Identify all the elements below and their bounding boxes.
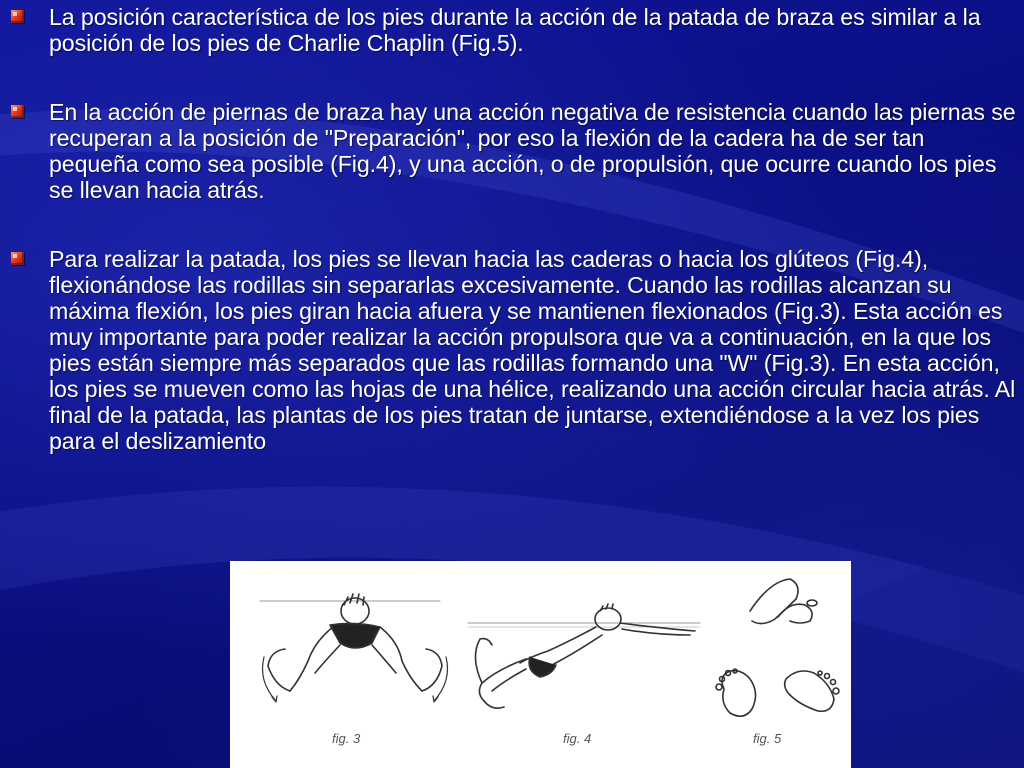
figure-panel <box>230 561 851 768</box>
bullet-item-resistencia <box>0 99 1024 203</box>
bullet-text: Para realizar la patada, los pies se llevan hacia las caderas o hacia los glúteos (Fig.4), flexionándose las rodillas sin separarlas excesivamente. Cuando las rodillas alcanzan su máxima flexión, los pies giran hacia afuera y se mantienen flexionados (Fig.3). Esta acción es muy importante para poder realizar la acción propulsora que va a continuación, en la que los pies están siempre más separados que las rodillas formando una "W" (Fig.3). En esta acción, los pies se mueven como las hojas de una hélice, realizando una acción circular hacia atrás. Al final de la patada, las plantas de los pies tratan de juntarse, extendiéndose a la vez los pies para el deslizamiento <box>49 246 1016 454</box>
red-square-bullet-icon <box>11 105 24 118</box>
fig3-caption: fig. 3 <box>332 731 361 746</box>
fig4-caption: fig. 4 <box>563 731 592 746</box>
fig4-drawing <box>468 604 700 708</box>
bullet-item-patada <box>0 246 1024 454</box>
fig5-caption: fig. 5 <box>753 731 782 746</box>
bullet-text: La posición característica de los pies durante la acción de la patada de braza es similar a la posición de los pies de Charlie Chaplin (Fig.5). <box>49 4 981 56</box>
red-square-bullet-icon <box>11 10 24 23</box>
bullet-list <box>0 4 1024 454</box>
fig3-drawing <box>260 594 448 702</box>
bullet-text: En la acción de piernas de braza hay una acción negativa de resistencia cuando las piernas se recuperan a la posición de "Preparación", por eso la flexión de la cadera ha de ser tan pequeña como sea posible (Fig.4), y una acción, o de propulsión, que ocurre cuando los pies se llevan hacia atrás. <box>49 99 1016 203</box>
red-square-bullet-icon <box>11 252 24 265</box>
bullet-item-charlie-chaplin <box>0 4 1024 56</box>
fig5-drawing <box>716 579 839 716</box>
